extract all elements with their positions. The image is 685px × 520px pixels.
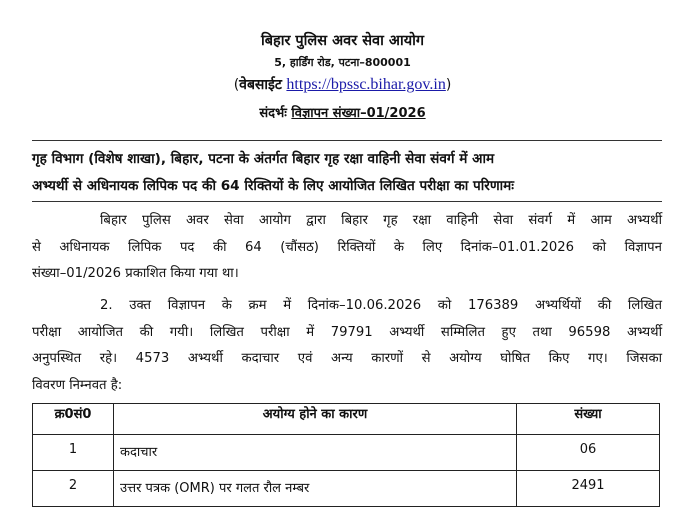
cell-serial: 2 [33, 471, 114, 507]
website-label: वेबसाईट [239, 77, 282, 93]
paragraph-line: संख्या–01/2026 प्रकाशित किया गया था। [32, 266, 239, 281]
website-open-paren: ( [233, 77, 240, 93]
website-line [0, 75, 685, 94]
cell-reason: उत्तर पत्रक (OMR) पर गलत रौल नम्बर [114, 471, 517, 507]
paragraph-line: से अधिनायक लिपिक पद की 64 (चौंसठ) रिक्तियों के लिए दिनांक–01.01.2026 को विज्ञापन [32, 239, 662, 255]
reference-text: विज्ञापन संख्या–01/2026 [291, 106, 426, 121]
cell-count: 06 [517, 435, 660, 471]
org-title: बिहार पुलिस अवर सेवा आयोग [260, 33, 425, 49]
paragraph-line: अनुपस्थित रहे। 4573 अभ्यर्थी कदाचार एवं अन्य कारणों से अयोग्य घोषित किए गए। जिसका [32, 351, 662, 366]
paragraph-line: विवरण निम्नवत है: [32, 377, 123, 393]
org-address: 5, हार्डिंग रोड, पटना–800001 [274, 56, 411, 69]
header-reason: अयोग्य होने का कारण [114, 404, 517, 435]
paragraph-line: 2. उक्त विज्ञापन के क्रम में दिनांक–10.06.2026 को 176389 अभ्यर्थियों की लिखित [100, 298, 662, 313]
reference-line [0, 103, 685, 121]
subject-line: अभ्यर्थी से अधिनायक लिपिक पद की 64 रिक्तियों के लिए आयोजित लिखित परीक्षा का परिणामः [32, 178, 515, 194]
website-link[interactable]: https://bpssc.bihar.gov.in [286, 76, 446, 93]
divider-bottom [32, 201, 662, 202]
divider-top [32, 140, 662, 141]
paragraph-1 [32, 208, 662, 288]
subject [32, 146, 662, 200]
cell-serial: 1 [33, 435, 114, 471]
table-row [33, 435, 660, 471]
subject-line: गृह विभाग (विशेष शाखा), बिहार, पटना के अंतर्गत बिहार गृह रक्षा वाहिनी सेवा संवर्ग में आम [32, 151, 495, 167]
header-count: संख्या [517, 404, 660, 435]
paragraph-2 [32, 293, 662, 399]
website-close-paren: ) [445, 77, 452, 93]
reference-label: संदर्भः [259, 106, 287, 121]
header-serial: क्र0सं0 [33, 404, 114, 435]
paragraph-line: परीक्षा आयोजित की गयी। लिखित परीक्षा में 79791 अभ्यर्थी सम्मिलित हुए तथा 96598 अभ्यर्थी [32, 324, 662, 340]
paragraph-line: बिहार पुलिस अवर सेवा आयोग द्वारा बिहार गृह रक्षा वाहिनी सेवा संवर्ग में आम अभ्यर्थी [100, 213, 662, 228]
cell-reason: कदाचार [114, 435, 517, 471]
disqualification-table [32, 403, 660, 507]
table-row [33, 471, 660, 507]
cell-count: 2491 [517, 471, 660, 507]
table-header-row [33, 404, 660, 435]
